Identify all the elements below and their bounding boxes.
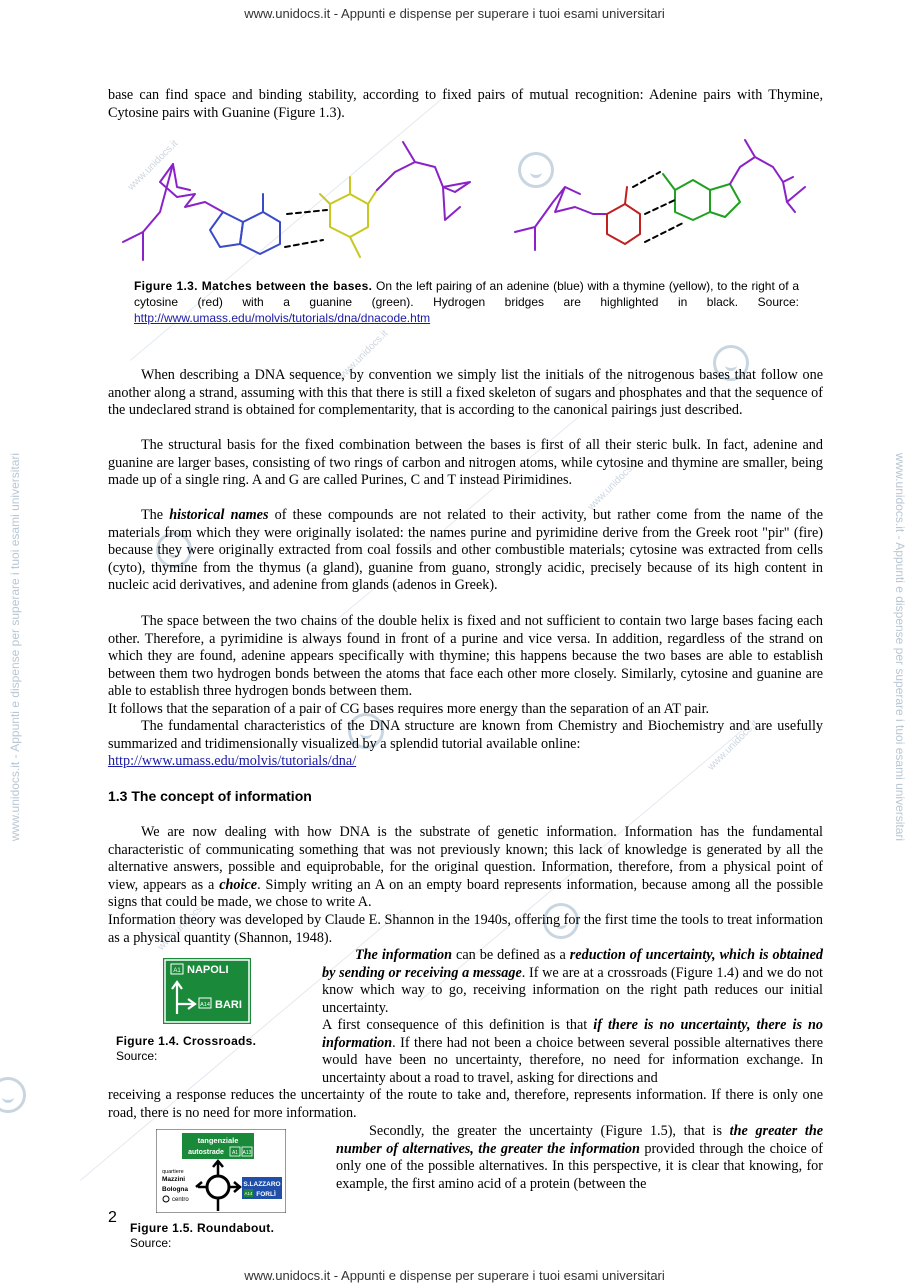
backbone-right-2 — [730, 140, 805, 212]
roundabout-top-code1: A1 — [231, 1150, 239, 1156]
figure-1-3-label: Figure 1.3. Matches between the bases. — [134, 279, 373, 293]
watermark-diagonal: www.unidocs.it — [705, 718, 761, 773]
base-pairs-figure — [115, 132, 815, 277]
watermark-diagonal: www.unidocs.it — [585, 458, 641, 513]
figure-1-5-caption — [130, 1221, 274, 1251]
figure-1-3-text: On the left pairing of an adenine (blue) with a thymine (yellow), to the right of a cytosine (red) with a guanine (green). Hydrogen bridges are highlighted in black. Source: — [134, 279, 799, 309]
crossroads-top-code: A1 — [173, 968, 181, 974]
paragraph-no-uncertainty-cont: receiving a response reduces the uncertainty of the route to take and, therefore, represents information. If there is only one road, there is no need for more information. — [108, 1087, 823, 1121]
watermark-header: www.unidocs.it - Appunti e dispense per superare i tuoi esami universitari — [244, 6, 665, 21]
hydrogen-bridge — [645, 222, 685, 242]
thymine-bond-4 — [368, 190, 377, 204]
thymine-bond-3 — [320, 194, 330, 204]
page-number: 2 — [108, 1209, 117, 1226]
guanine-ring-large — [675, 180, 710, 220]
figure-1-3-caption — [134, 278, 799, 326]
roundabout-right-line2: FORLÌ — [256, 1191, 276, 1198]
paragraph-dna-tutorial: The fundamental characteristics of the DNA structure are known from Chemistry and Biochemistry and are usefully summarized and tridimensionally visualized by a splendid tutorial available online: — [108, 718, 823, 752]
adenine-thymine-pair — [123, 142, 470, 260]
crossroads-bottom-city: BARI — [215, 999, 242, 1011]
cytosine-ring — [607, 204, 640, 244]
info-choice-emphasis: choice — [219, 876, 258, 893]
figure-1-3-source-link[interactable]: http://www.umass.edu/molvis/tutorials/dna/dnacode.htm — [134, 311, 431, 325]
watermark-footer: www.unidocs.it - Appunti e dispense per superare i tuoi esami universitari — [244, 1268, 665, 1283]
figure-1-5-source: Source: — [130, 1236, 172, 1250]
paragraph-shannon: Information theory was developed by Claude E. Shannon in the 1940s, offering for the first time the tools to treat information as a physical quantity (Shannon, 1948). — [108, 912, 823, 946]
no-uncertainty-pre: A first consequence of this definition is that — [322, 1017, 594, 1033]
paragraph-information-choice — [108, 824, 823, 912]
historical-names-post: of these compounds are not related to their activity, but rather come from the name of the materials from which they were originally isolated: the names purine and pyrimidine derive from the Greek root "pir" (fire) because they were originally extracted from coal fossils and other combustible materials; cytosine was extracted from cells (cyto), thymine from the thymus (a gland), guanine from guano, strongly acidic, precisely because of its high content in nucleic acid derivatives, and adenine from glands (adenos in Greek). — [108, 507, 823, 594]
hydrogen-bridge — [287, 210, 327, 214]
figure-1-5-label: Figure 1.5. Roundabout. — [130, 1221, 275, 1235]
paragraph-historical-names — [108, 507, 823, 595]
info-choice-post: . Simply writing an A on an empty board represents information, because among all the possible signs that could be made, we chose to write A. — [108, 876, 823, 911]
no-uncertainty-post-a: . If there had not been a choice between several possible alternatives there would have been no uncertainty, therefore, no need for information exchange. In uncertainty about a road to travel, asking for directions and — [322, 1034, 823, 1086]
greater-uncertainty-emphasis: the greater the number of alternatives, the greater the information — [336, 1123, 824, 1157]
watermark-logo-icon — [0, 1077, 26, 1113]
info-choice-pre: We are now dealing with how DNA is the substrate of genetic information. Information has the fundamental characteristic of communicating something that was not previously known; this lack of knowledge is generated by all the alternative answers, possible and equiprobable, for the original question. Information, therefore, from a physical point of view, appears as a — [108, 824, 823, 893]
info-definition-post: . If we are at a crossroads (Figure 1.4) and we do not know which way to go, receiving information on the right path reduces our initial uncertainty. — [322, 964, 823, 1016]
no-uncertainty-emphasis: if there is no uncertainty, there is no information — [322, 1017, 823, 1051]
paragraph-cg-energy: It follows that the separation of a pair of CG bases requires more energy than the separation of an AT pair. — [108, 701, 710, 717]
adenine-ring-small — [210, 212, 243, 247]
roundabout-right-line1: S.LAZZARO — [243, 1181, 281, 1188]
roundabout-right-code: A14 — [244, 1191, 253, 1196]
roundabout-left-line2: Mazzini — [162, 1176, 186, 1183]
figure-1-4-source: Source: — [116, 1049, 158, 1063]
paragraph-steric-bulk: The structural basis for the fixed combination between the bases is first of all their steric bulk. In fact, adenine and guanine are larger bases, consisting of two rings of carbon and nitrogen atoms, while cytosine and thymine are smaller, being made up of a single ring. A and G are called Purines, C and T instead Pirimidines. — [108, 437, 823, 489]
hydrogen-bridge — [633, 172, 660, 187]
crossroads-bottom-code: A14 — [200, 1002, 210, 1008]
roundabout-top-code2: A13 — [242, 1150, 252, 1156]
watermark-diagonal: www.unidocs.it — [155, 898, 211, 953]
cytosine-bond — [625, 187, 627, 204]
dna-tutorial-link[interactable]: http://www.umass.edu/molvis/tutorials/dna/ — [108, 753, 357, 769]
historical-names-pre: The — [141, 507, 170, 523]
backbone-right-1 — [515, 187, 607, 250]
watermark-diagonal: www.unidocs.it — [125, 138, 181, 193]
section-heading: 1.3 The concept of information — [108, 788, 312, 804]
watermark-side-right: www.unidocs.it - Appunti e dispense per superare i tuoi esami universitari — [893, 452, 907, 842]
hydrogen-bridge — [285, 240, 323, 247]
figure-1-4-caption — [116, 1034, 256, 1064]
paragraph-information-definition — [322, 947, 823, 1017]
adenine-ring-large — [240, 212, 280, 254]
info-definition-mid: can be defined as a — [452, 947, 570, 963]
paragraph-greater-uncertainty — [336, 1123, 823, 1193]
thymine-ring — [330, 194, 368, 237]
cytosine-guanine-pair — [515, 140, 805, 250]
guanine-ring-small — [710, 184, 740, 217]
guanine-bond — [663, 174, 675, 190]
paragraph-sequence-convention: When describing a DNA sequence, by convention we simply list the initials of the nitrogenous bases that follow one another along a strand, assuming with this that there is still a fixed skeleton of sugars and phosphates and that the sequence of the undeclared strand is obtained for complementarity, that is according to the canonical pairings just described. — [108, 367, 823, 419]
roundabout-sign — [156, 1129, 286, 1213]
info-definition-em1: The information — [355, 947, 453, 963]
hydrogen-bridge — [645, 200, 675, 214]
intro-paragraph: base can find space and binding stability, according to fixed pairs of mutual recognition: Adenine pairs with Thymine, Cytosine pairs with Guanine (Figure 1.3). — [108, 87, 823, 121]
thymine-bond-2 — [350, 237, 360, 257]
figure-1-4-label: Figure 1.4. Crossroads. — [116, 1034, 257, 1048]
roundabout-left-line4: centro — [172, 1197, 189, 1203]
historical-names-emphasis: historical names — [169, 507, 269, 523]
roundabout-top-line1: tangenziale — [197, 1136, 239, 1145]
backbone-left-right — [377, 142, 470, 220]
watermark-side-left: www.unidocs.it - Appunti e dispense per superare i tuoi esami universitari — [8, 452, 22, 842]
greater-uncertainty-pre: Secondly, the greater the uncertainty (Figure 1.5), that is — [369, 1123, 730, 1139]
paragraph-no-uncertainty — [322, 1017, 823, 1087]
info-definition-em2: reduction of uncertainty, which is obtained by sending or receiving a message — [322, 947, 823, 981]
greater-uncertainty-post: provided through the choice of only one of the possible alternatives. In this perspective, it is clear that knowing, for example, the first amino acid of a protein (between the — [336, 1140, 823, 1192]
backbone-left — [123, 164, 223, 260]
roundabout-top-line2: autostrade — [188, 1149, 224, 1156]
watermark-diagonal: www.unidocs.it — [335, 328, 391, 383]
crossroads-top-city: NAPOLI — [187, 964, 229, 976]
paragraph-double-helix-space: The space between the two chains of the double helix is fixed and not sufficient to contain two large bases facing each other. Therefore, a pyrimidine is always found in front of a purine and vice versa. In addition, regardless of the strand on which they are found, adenine appears specifically with thymine; this happens because the two bases are able to establish between them two hydrogen bonds between the atoms that face each other more closely. Similarly, cytosine and guanine are able to establish three hydrogen bonds between them. — [108, 613, 823, 700]
roundabout-left-line3: Bologna — [162, 1186, 188, 1193]
roundabout-left-line1: quartiere — [162, 1169, 184, 1175]
crossroads-sign — [163, 958, 251, 1024]
backbone-left-2 — [173, 164, 190, 190]
